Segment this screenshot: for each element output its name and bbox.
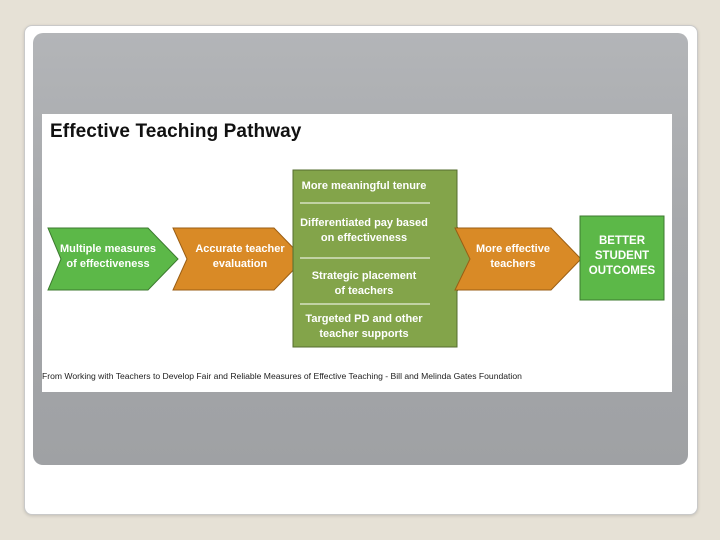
figure-title: Effective Teaching Pathway bbox=[50, 121, 302, 142]
teachers-label-line2: teachers bbox=[490, 258, 536, 270]
placement-label-line2: of teachers bbox=[334, 285, 394, 297]
placement-label-line1: Strategic placement bbox=[311, 270, 417, 282]
evaluation-label-line1: Accurate teacher bbox=[195, 243, 285, 255]
evaluation-label-line2: evaluation bbox=[212, 258, 268, 270]
outcomes-label-line1: BETTER bbox=[599, 235, 645, 247]
measures-label-line2: of effectiveness bbox=[66, 258, 150, 270]
outcomes-label-line3: OUTCOMES bbox=[588, 265, 656, 277]
pd-label-line2: teacher supports bbox=[319, 328, 409, 340]
figure-caption: From Working with Teachers to Develop Fair and Reliable Measures of Effective Teaching - Bill and Melinda Gates Foundation bbox=[42, 371, 522, 381]
pay-label-line1: Differentiated pay based bbox=[300, 217, 428, 229]
teachers-label-line1: More effective bbox=[476, 243, 550, 255]
pd-label-line1: Targeted PD and other bbox=[305, 313, 423, 325]
pay-label-line2: on effectiveness bbox=[320, 232, 408, 244]
outcomes-label-line2: STUDENT bbox=[594, 250, 650, 262]
measures-label-line1: Multiple measures bbox=[60, 243, 156, 255]
tenure-label: More meaningful tenure bbox=[301, 180, 427, 192]
pathway-diagram bbox=[42, 114, 672, 392]
pathway-figure bbox=[42, 114, 672, 392]
